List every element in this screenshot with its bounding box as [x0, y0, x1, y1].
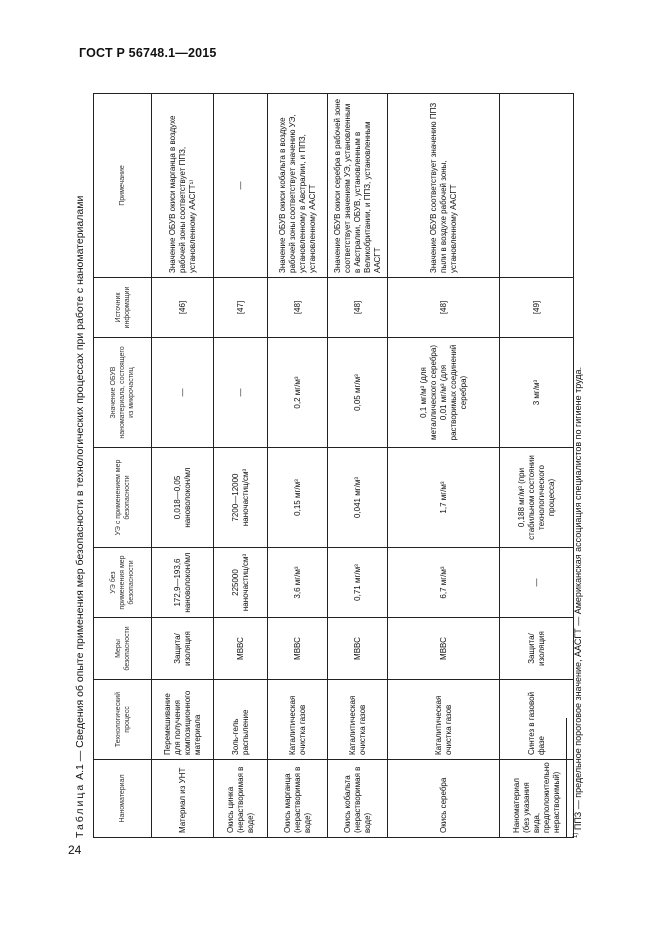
- cell-process: Каталитическая очистка газов: [328, 680, 388, 760]
- cell-source: [48]: [268, 278, 328, 338]
- column-header: Меры безопасности: [94, 618, 152, 680]
- cell-obuv: 0,2 мг/м³: [268, 338, 328, 448]
- table-row: [328, 94, 388, 838]
- footnote-marker: 1): [573, 832, 579, 838]
- cell-ue-without: 6,7 мг/м³: [388, 548, 500, 618]
- cell-ue-without: 3,6 мг/м³: [268, 548, 328, 618]
- cell-source: [47]: [214, 278, 268, 338]
- cell-note: —: [214, 94, 268, 278]
- page-number: 24: [68, 843, 82, 857]
- cell-ue-with: 0,188 мг/м³ (при стабильном состоянии технологического процесса): [500, 448, 574, 548]
- table-row: [152, 94, 214, 838]
- cell-ue-without: 172,9—193,6 нановолокон/мл: [152, 548, 214, 618]
- cell-obuv: —: [214, 338, 268, 448]
- table-row: [268, 94, 328, 838]
- cell-note: Значение ОБУВ окиси серебра в рабочей зоне соответствует значениям УЭ, установленным в Австралии, ОБУВ, установленным в Великобритании, и ППЗ, установленным ААСГТ: [328, 94, 388, 278]
- cell-ue-with: 7200—12000 наночастиц/см³: [214, 448, 268, 548]
- cell-obuv: 0,1 мг/м³ (для металлического серебра) 0,01 мг/м³ (для растворимых соединений серебра): [388, 338, 500, 448]
- cell-measures: МВВС: [388, 618, 500, 680]
- cell-ue-without: —: [500, 548, 574, 618]
- column-header: УЭ без применения мер безопасности: [94, 548, 152, 618]
- table-header-row: [94, 94, 152, 838]
- cell-process: Перемешивание для получения композиционного материала: [152, 680, 214, 760]
- cell-material: Окись кобальта (нерастворимая в воде): [328, 760, 388, 838]
- cell-measures: Защита/изоляция: [500, 618, 574, 680]
- cell-note: Значение ОБУВ соответствует значению ППЗ пыли в воздухе рабочей зоны, установленному ААСГТ: [388, 94, 500, 278]
- caption-label: Таблица: [74, 782, 86, 838]
- cell-obuv: 0,05 мг/м³: [328, 338, 388, 448]
- footnote-text: ППЗ — предельное пороговое значение, ААСГТ — Американская ассоциация специалистов по гигиене труда.: [573, 366, 583, 833]
- cell-process: Каталитическая очистка газов: [268, 680, 328, 760]
- cell-obuv: —: [152, 338, 214, 448]
- footnote: [571, 367, 584, 838]
- cell-process: Каталитическая очистка газов: [388, 680, 500, 760]
- table-caption: [74, 94, 87, 838]
- column-header: Наноматериал: [94, 760, 152, 838]
- cell-source: [46]: [152, 278, 214, 338]
- cell-process: Синтез в газовой фазе: [500, 680, 574, 760]
- cell-measures: МВВС: [328, 618, 388, 680]
- cell-obuv: 3 мг/м³: [500, 338, 574, 448]
- cell-material: Материал из УНТ: [152, 760, 214, 838]
- table-row: [500, 94, 574, 838]
- column-header: Значение ОБУВ наноматериала, состоящего из микрочастиц: [94, 338, 152, 448]
- cell-ue-without: 225000 наночастиц/см³: [214, 548, 268, 618]
- cell-measures: Защита/изоляция: [152, 618, 214, 680]
- column-header: УЭ с применением мер безопасности: [94, 448, 152, 548]
- cell-measures: МВВС: [214, 618, 268, 680]
- cell-material: Наноматериал (без указания вида, предположительно нерастворимый): [500, 760, 574, 838]
- cell-ue-with: 0,15 мг/м³: [268, 448, 328, 548]
- cell-measures: МВВС: [268, 618, 328, 680]
- cell-ue-without: 0,71 мг/м³: [328, 548, 388, 618]
- cell-process: Золь-гель распыление: [214, 680, 268, 760]
- cell-ue-with: 0,018—0,05 нановолокон/мл: [152, 448, 214, 548]
- table-row: [214, 94, 268, 838]
- cell-ue-with: 0,041 мг/м³: [328, 448, 388, 548]
- cell-ue-with: 1,7 мг/м³: [388, 448, 500, 548]
- rotated-table-area: [76, 94, 616, 838]
- cell-note: [500, 94, 574, 278]
- cell-material: Окись марганца (нерастворимая в воде): [268, 760, 328, 838]
- column-header: Технологический процесс: [94, 680, 152, 760]
- column-header: Источник информации: [94, 278, 152, 338]
- cell-note: Значение ОБУВ окиси кобальта в воздухе рабочей зоны соответствует значению УЭ, установленному в Австралии, и ППЗ, установленному ААСГТ: [268, 94, 328, 278]
- cell-source: [48]: [328, 278, 388, 338]
- cell-material: Окись серебра: [388, 760, 500, 838]
- footnote-divider: [566, 718, 567, 838]
- cell-material: Окись цинка (нерастворимая в воде): [214, 760, 268, 838]
- data-table: [93, 93, 574, 838]
- caption-text: А.1 — Сведения об опыте применения мер безопасности в технологических процессах при работе с наноматериалами: [74, 195, 86, 783]
- cell-note: Значение ОБУВ окиси марганца в воздухе рабочей зоны соответствует ППЗ, установленному ААСГТ¹⁾: [152, 94, 214, 278]
- column-header: Примечание: [94, 94, 152, 278]
- document-header: ГОСТ Р 56748.1—2015: [79, 46, 217, 60]
- table-row: [388, 94, 500, 838]
- cell-source: [48]: [388, 278, 500, 338]
- cell-source: [49]: [500, 278, 574, 338]
